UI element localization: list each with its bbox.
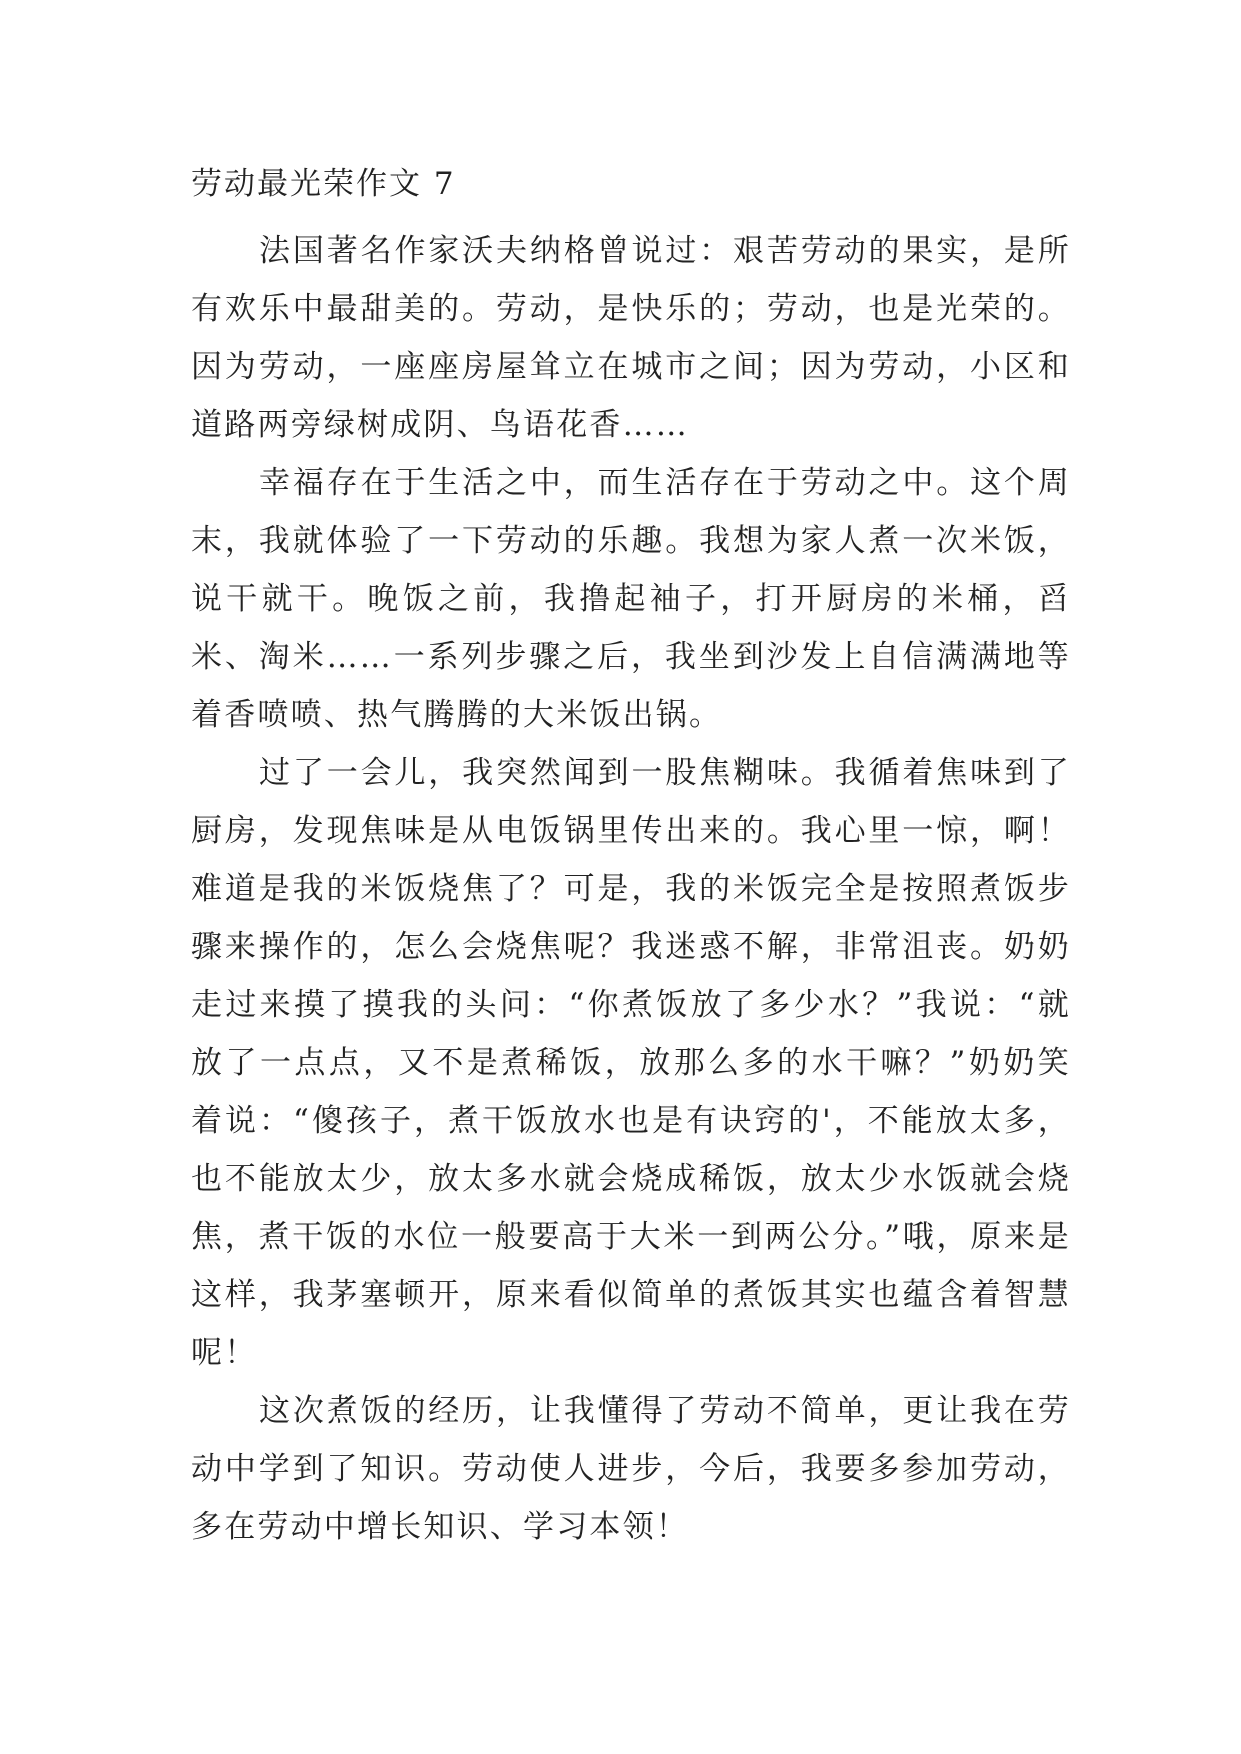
- document-title: 劳动最光荣作文 7: [191, 166, 456, 202]
- paragraph-4: 这次煮饭的经历，让我懂得了劳动不简单，更让我在劳动中学到了知识。劳动使人进步，今后，我要多参加劳动，多在劳动中增长知识、学习本领！: [191, 1393, 1071, 1545]
- document-body: [191, 222, 1071, 1556]
- paragraph-3: 过了一会儿，我突然闻到一股焦糊味。我循着焦味到了厨房，发现焦味是从电饭锅里传出来的。我心里一惊，啊！难道是我的米饭烧焦了？可是，我的米饭完全是按照煮饭步骤来操作的，怎么会烧焦呢？我迷惑不解，非常沮丧。奶奶走过来摸了摸我的头问：“你煮饭放了多少水？”我说：“就放了一点点，又不是煮稀饭，放那么多的水干嘛？”奶奶笑着说：“傻孩子，煮干饭放水也是有诀窍的'，不能放太多，也不能放太少，放太多水就会烧成稀饭，放太少水饭就会烧焦，煮干饭的水位一般要高于大米一到两公分。”哦，原来是这样，我茅塞顿开，原来看似简单的煮饭其实也蕴含着智慧呢！: [191, 755, 1071, 1371]
- paragraph-1: 法国著名作家沃夫纳格曾说过：艰苦劳动的果实，是所有欢乐中最甜美的。劳动，是快乐的；劳动，也是光荣的。因为劳动，一座座房屋耸立在城市之间；因为劳动，小区和道路两旁绿树成阴、鸟语花香……: [191, 233, 1071, 443]
- paragraph-2: 幸福存在于生活之中，而生活存在于劳动之中。这个周末，我就体验了一下劳动的乐趣。我想为家人煮一次米饭，说干就干。晚饭之前，我撸起袖子，打开厨房的米桶，舀米、淘米……一系列步骤之后，我坐到沙发上自信满满地等着香喷喷、热气腾腾的大米饭出锅。: [191, 465, 1071, 733]
